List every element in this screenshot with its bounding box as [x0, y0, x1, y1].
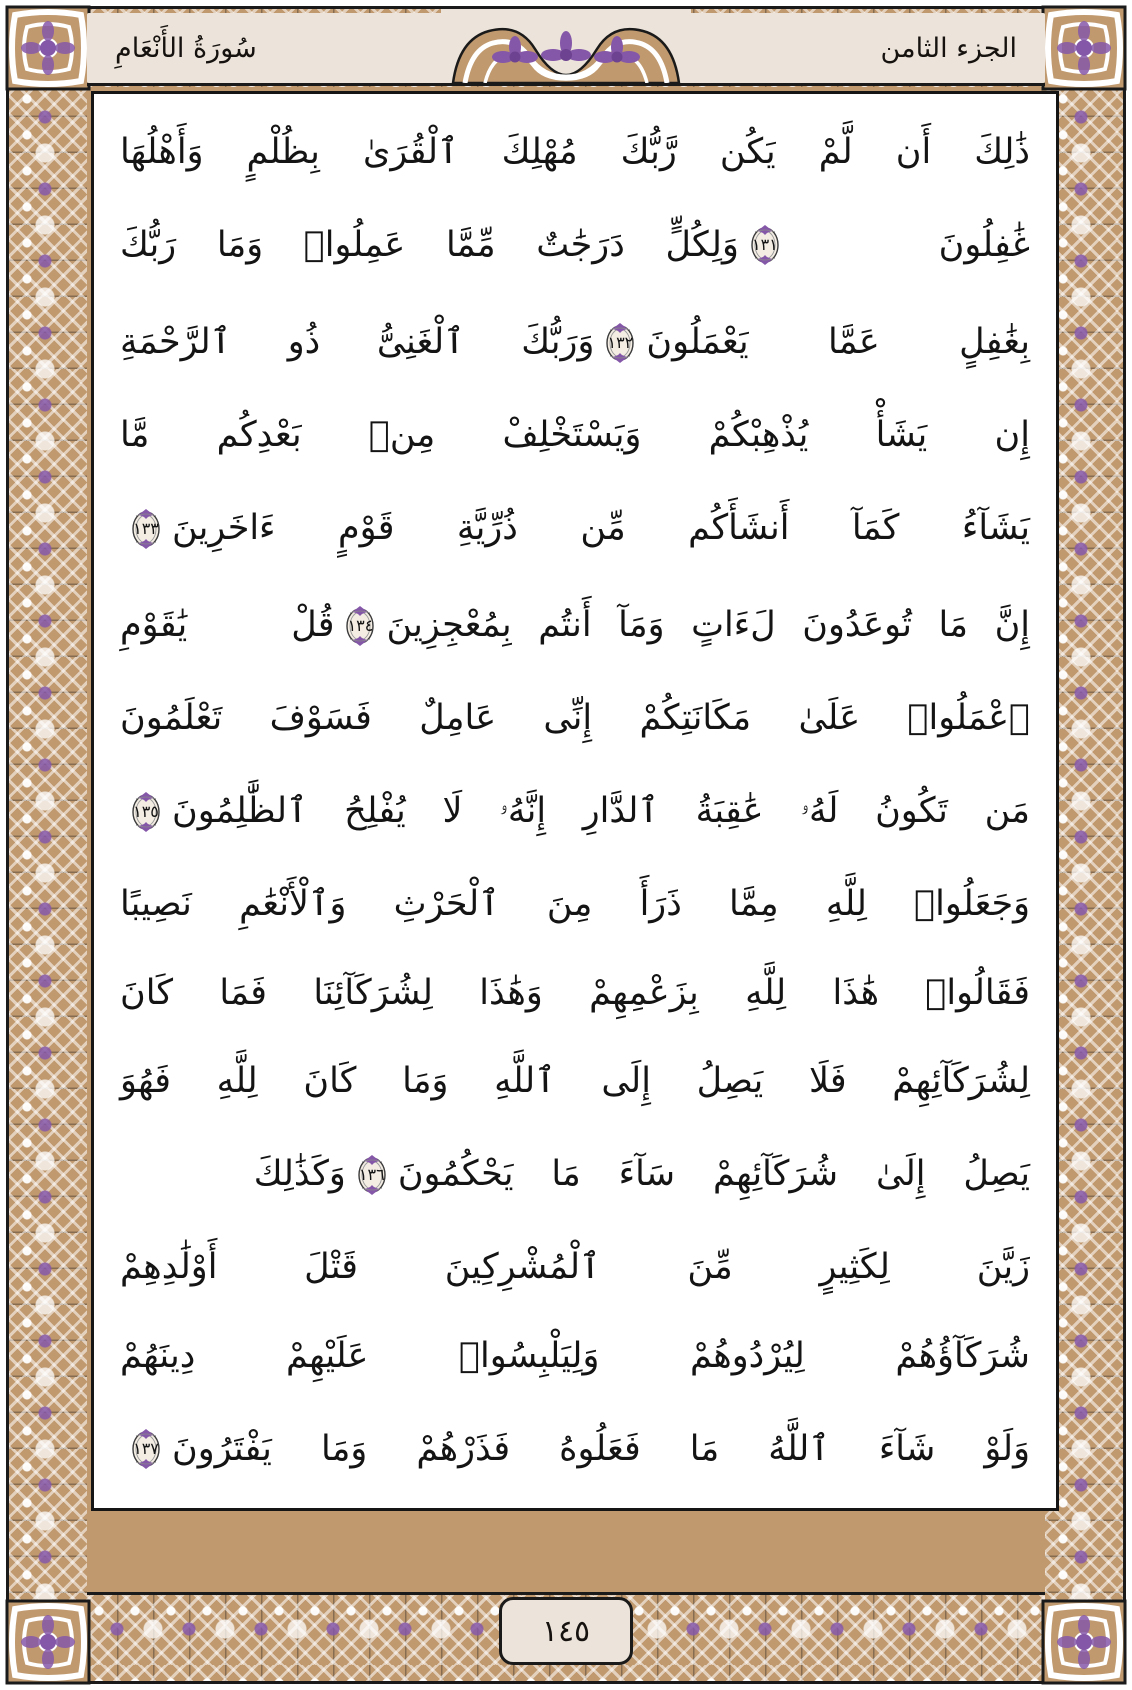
- header-divider: [87, 83, 1045, 86]
- ornamental-frame: [6, 6, 1126, 1684]
- quran-line-text-continued: وَلِكُلٍّ دَرَجَٰتٌ مِّمَّا عَمِلُوا۟ وَمَا رَبُّكَ: [120, 224, 739, 265]
- surah-label: سُورَةُ الأَنْعَامِ: [115, 32, 257, 64]
- quran-line-text: ذَٰلِكَ أَن لَّمْ يَكُن رَّبُّكَ مُهْلِكَ ٱلْقُرَىٰ بِظُلْمٍ وَأَهْلُهَا: [120, 131, 1030, 172]
- ayah-marker: [598, 321, 642, 365]
- quran-line: [120, 415, 1030, 456]
- quran-line-text: غَٰفِلُونَ: [938, 224, 1030, 265]
- page-number-cartouche: [499, 1597, 633, 1665]
- quran-line: [120, 131, 1030, 172]
- quran-line: [120, 1061, 1030, 1102]
- ayah-marker: [743, 223, 787, 267]
- quran-line-text: لِشُرَكَآئِهِمْ فَلَا يَصِلُ إِلَى ٱللَّهِ وَمَا كَانَ لِلَّهِ فَهُوَ: [120, 1061, 1030, 1102]
- ayah-number: ١٣١: [751, 235, 778, 255]
- border-band-left: [9, 9, 87, 1681]
- ayah-number: ١٣٦: [358, 1164, 385, 1184]
- quran-line: [120, 1427, 1030, 1471]
- quran-line: [120, 1335, 1030, 1376]
- page-number: ١٤٥: [541, 1613, 591, 1649]
- ayah-marker: [124, 790, 168, 834]
- quran-text-block: [91, 91, 1059, 1511]
- ayah-number: ١٣٣: [133, 518, 159, 538]
- quran-line-text-continued: وَكَذَٰلِكَ: [253, 1154, 346, 1195]
- quran-line: [120, 884, 1030, 925]
- quran-lines: [120, 104, 1030, 1502]
- quran-line: [120, 223, 1030, 267]
- quran-line-text: ٱعْمَلُوا۟ عَلَىٰ مَكَانَتِكُمْ إِنِّى عَامِلٌ فَسَوْفَ تَعْلَمُونَ: [120, 698, 1030, 739]
- quran-line: [120, 972, 1030, 1013]
- quran-line: [120, 790, 1030, 834]
- juz-label: الجزء الثامن: [880, 32, 1017, 64]
- quran-line-text: إِن يَشَأْ يُذْهِبْكُمْ وَيَسْتَخْلِفْ مِنۢ بَعْدِكُم مَّا: [120, 415, 1030, 456]
- page-header: [87, 13, 1045, 83]
- ayah-marker: [124, 507, 168, 551]
- quran-line-text: وَلَوْ شَآءَ ٱللَّهُ مَا فَعَلُوهُ فَذَرْهُمْ وَمَا يَفْتَرُونَ: [172, 1428, 1030, 1469]
- quran-line-text: إِنَّ مَا تُوعَدُونَ لَءَاتٍ وَمَآ أَنتُم بِمُعْجِزِينَ: [386, 605, 1030, 646]
- quran-line: [120, 1247, 1030, 1288]
- ayah-marker: [338, 604, 382, 648]
- ayah-marker: [124, 1427, 168, 1471]
- quran-line: [120, 604, 1030, 648]
- quran-line: [120, 1153, 1030, 1197]
- quran-line-text: مَن تَكُونُ لَهُۥ عَٰقِبَةُ ٱلدَّارِ إِنَّهُۥ لَا يُفْلِحُ ٱلظَّٰلِمُونَ: [172, 791, 1030, 832]
- quran-line-text: يَشَآءُ كَمَآ أَنشَأَكُم مِّن ذُرِّيَّةِ قَوْمٍ ءَاخَرِينَ: [172, 508, 1030, 549]
- ayah-number: ١٣٥: [133, 801, 159, 821]
- quran-line-text: بِغَٰفِلٍ عَمَّا يَعْمَلُونَ: [646, 322, 1030, 363]
- quran-line: [120, 507, 1030, 551]
- ayah-number: ١٣٧: [133, 1439, 159, 1459]
- quran-line-text-continued: قُلْ يَٰقَوْمِ: [120, 605, 335, 646]
- quran-line: [120, 698, 1030, 739]
- quran-line-text-continued: وَرَبُّكَ ٱلْغَنِىُّ ذُو ٱلرَّحْمَةِ: [120, 322, 595, 363]
- quran-line-text: زَيَّنَ لِكَثِيرٍ مِّنَ ٱلْمُشْرِكِينَ قَتْلَ أَوْلَٰدِهِمْ: [120, 1247, 1030, 1288]
- quran-line-text: يَصِلُ إِلَىٰ شُرَكَآئِهِمْ سَآءَ مَا يَحْكُمُونَ: [397, 1154, 1030, 1195]
- quran-line-text: وَجَعَلُوا۟ لِلَّهِ مِمَّا ذَرَأَ مِنَ ٱلْحَرْثِ وَٱلْأَنْعَٰمِ نَصِيبًا: [120, 884, 1030, 925]
- ayah-marker: [350, 1153, 394, 1197]
- ayah-number: ١٣٤: [347, 615, 374, 635]
- ayah-number: ١٣٢: [607, 332, 634, 352]
- quran-line: [120, 321, 1030, 365]
- quran-line-text: شُرَكَآؤُهُمْ لِيُرْدُوهُمْ وَلِيَلْبِسُوا۟ عَلَيْهِمْ دِينَهُمْ: [120, 1335, 1030, 1376]
- footer-divider: [87, 1592, 1045, 1595]
- quran-line-text: فَقَالُوا۟ هَٰذَا لِلَّهِ بِزَعْمِهِمْ وَهَٰذَا لِشُرَكَآئِنَا فَمَا كَانَ: [120, 972, 1030, 1013]
